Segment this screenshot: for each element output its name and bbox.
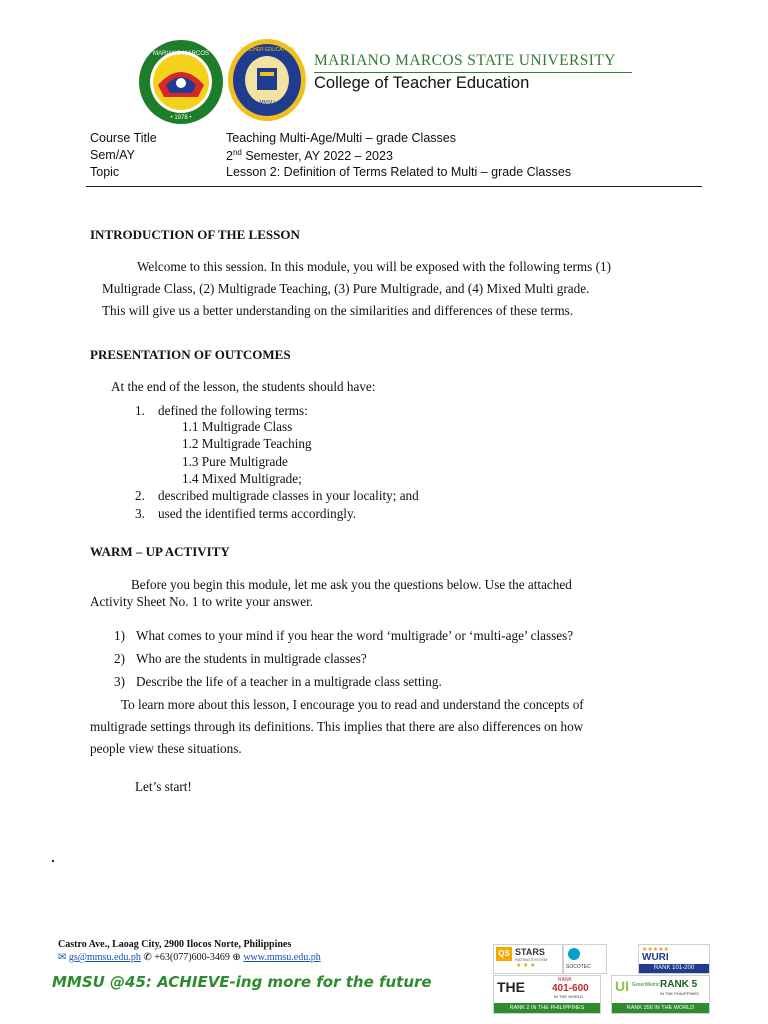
svg-text:MARIANO MARCOS: MARIANO MARCOS	[152, 51, 210, 57]
globe-icon: ⊕	[232, 952, 241, 963]
the-ranking-badge	[493, 975, 601, 1014]
outcome-number: 2.	[135, 488, 145, 503]
wurl-badge	[638, 944, 710, 974]
phone-icon: ✆	[143, 952, 152, 963]
ui-logo: UI	[615, 978, 629, 994]
footer-slogan: MMSU @45: ACHIEVE-ing more for the future	[52, 973, 432, 991]
wurl-text: WURI	[642, 952, 669, 963]
outcome-subitem: 1.2 Multigrade Teaching	[182, 436, 312, 451]
outcome-subitem: 1.1 Multigrade Class	[182, 419, 293, 434]
socotec-logo-icon	[568, 948, 580, 960]
closing-line: To learn more about this lesson, I encourage you to read and understand the concepts of	[121, 697, 584, 712]
warmup-paragraph-line: Before you begin this module, let me ask you the questions below. Use the attached	[131, 577, 572, 592]
footer-address: Castro Ave., Laoag City, 2900 Ilocos Norte, Philippines	[58, 939, 292, 950]
outcomes-heading: PRESENTATION OF OUTCOMES	[90, 347, 291, 362]
ui-greenmetric-text: GreenMetric	[632, 982, 660, 988]
intro-heading: INTRODUCTION OF THE LESSON	[90, 227, 300, 242]
cte-seal-icon	[227, 38, 307, 122]
qs-stars-text: STARS	[515, 947, 545, 957]
svg-text:TEACHER EDUCATION: TEACHER EDUCATION	[239, 47, 295, 53]
warmup-heading: WARM – UP ACTIVITY	[90, 544, 230, 559]
the-rank-sub: IN THE WORLD	[554, 994, 584, 999]
stray-dot	[52, 860, 54, 862]
qs-star-count: ★ ★ ★	[516, 963, 536, 969]
sem-value: 2nd Semester, AY 2022 – 2023	[226, 148, 393, 164]
intro-line: Multigrade Class, (2) Multigrade Teaching, (3) Pure Multigrade, and (4) Mixed Multi grade.	[102, 281, 590, 296]
warmup-paragraph-line: Activity Sheet No. 1 to write your answer.	[90, 594, 314, 609]
course-title-value: Teaching Multi-Age/Multi – grade Classes	[226, 131, 456, 145]
intro-line: This will give us a better understanding on the similarities and differences of these terms.	[102, 303, 574, 318]
question-text: What comes to your mind if you hear the word ‘multigrade’ or ‘multi-age’ classes?	[136, 628, 574, 643]
outcome-item: defined the following terms:	[158, 403, 308, 418]
footer-contact	[58, 952, 321, 963]
question-number: 3)	[114, 674, 125, 689]
college-name: College of Teacher Education	[314, 74, 530, 92]
ui-rank: RANK 5	[660, 979, 698, 990]
intro-line: Welcome to this session. In this module, you will be exposed with the following terms (1)	[137, 259, 611, 274]
header-divider	[86, 186, 702, 187]
svg-text:• 1978 •: • 1978 •	[170, 115, 192, 121]
question-text: Describe the life of a teacher in a multigrade class setting.	[136, 674, 442, 689]
university-underline	[314, 72, 632, 73]
the-rank-range: 401-600	[552, 983, 589, 994]
svg-text:MMSU: MMSU	[259, 100, 275, 106]
lets-start: Let’s start!	[135, 779, 192, 794]
outcome-number: 1.	[135, 403, 145, 418]
qs-logo: QS	[496, 947, 512, 961]
qs-stars-subtext: RATING SYSTEM	[515, 957, 548, 962]
email-link[interactable]: gs@mmsu.edu.ph	[68, 952, 141, 963]
outcome-subitem: 1.3 Pure Multigrade	[182, 454, 288, 469]
university-name: MARIANO MARCOS STATE UNIVERSITY	[314, 52, 616, 69]
question-number: 1)	[114, 628, 125, 643]
closing-line: multigrade settings through its definitions. This implies that there are also differences on how	[90, 719, 584, 734]
outcome-item: used the identified terms accordingly.	[158, 506, 356, 521]
socotec-text: SOCOTEC	[566, 964, 591, 970]
outcomes-lead: At the end of the lesson, the students should have:	[111, 379, 376, 394]
topic-label: Topic	[90, 165, 120, 179]
email-icon: ✉	[58, 952, 67, 963]
ui-rank-world: RANK 356 IN THE WORLD	[612, 1003, 709, 1013]
the-rank-ph: RANK 2 IN THE PHILIPPINES	[494, 1003, 600, 1013]
outcome-item: described multigrade classes in your locality; and	[158, 488, 419, 503]
wurl-rank: RANK 101-200	[639, 964, 709, 973]
qs-stars-badge	[493, 944, 563, 974]
topic-value: Lesson 2: Definition of Terms Related to Multi – grade Classes	[226, 165, 572, 179]
wurl-stars-icon: ★★★★★	[642, 947, 669, 953]
the-logo: THE	[497, 979, 525, 995]
website-link[interactable]: www.mmsu.edu.ph	[243, 952, 321, 963]
phone-number: +63(077)600-3469	[154, 952, 230, 963]
question-text: Who are the students in multigrade classes?	[136, 651, 367, 666]
course-title-label: Course Title	[90, 131, 157, 145]
question-number: 2)	[114, 651, 125, 666]
outcome-number: 3.	[135, 506, 145, 521]
ui-greenmetric-badge	[611, 975, 710, 1014]
ui-rank-ph: IN THE PHILIPPINES	[660, 991, 699, 996]
the-rank-label: RANK	[558, 977, 572, 983]
sem-label: Sem/AY	[90, 148, 135, 162]
closing-line: people view these situations.	[90, 741, 242, 756]
mmsu-seal-icon	[138, 39, 224, 125]
socotec-badge	[563, 944, 607, 974]
outcome-subitem: 1.4 Mixed Multigrade;	[182, 471, 302, 486]
